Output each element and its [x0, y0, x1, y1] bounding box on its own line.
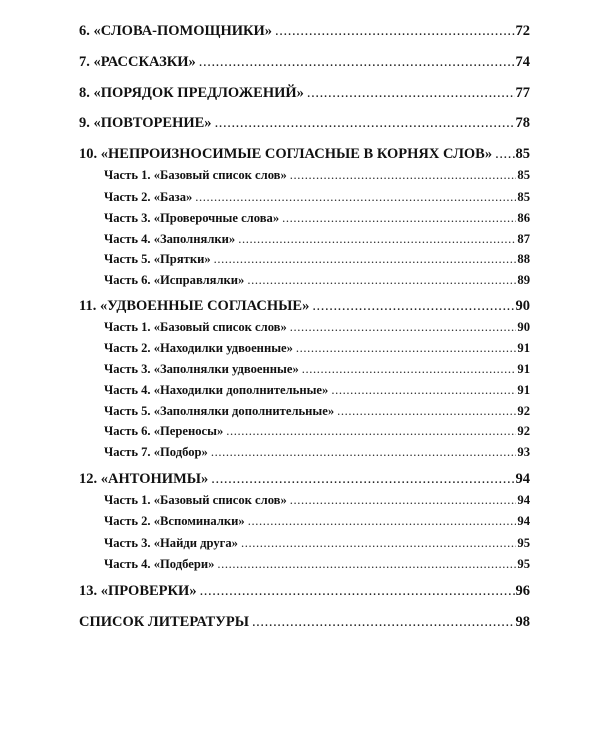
toc-part: [104, 446, 530, 459]
toc-page-number: 77: [515, 85, 530, 101]
toc-chapter-title: 10. «НЕПРОИЗНОСИМЫЕ СОГЛАСНЫЕ В КОРНЯХ СЛОВ»: [79, 146, 493, 162]
dot-leader: [247, 274, 516, 287]
toc-part-title: Часть 2. «База»: [104, 190, 193, 204]
toc-page-number: 78: [515, 115, 530, 131]
toc-part-title: Часть 4. «Заполнялки»: [104, 232, 236, 246]
toc-part: [104, 253, 530, 266]
toc-page-number: 90: [517, 320, 530, 334]
toc-part-title: Часть 6. «Исправлялки»: [104, 273, 245, 287]
toc-page-number: 95: [517, 536, 530, 550]
dot-leader: [211, 446, 517, 459]
toc-chapter: [79, 86, 530, 101]
toc-part: [104, 274, 530, 287]
toc-chapter: [79, 116, 530, 131]
toc-part: [104, 169, 530, 182]
toc-chapter-title: 8. «ПОРЯДОК ПРЕДЛОЖЕНИЙ»: [79, 85, 304, 101]
dot-leader: [331, 384, 516, 397]
dot-leader: [337, 405, 516, 418]
toc-page-number: 91: [517, 362, 530, 376]
toc-page-number: 94: [517, 514, 530, 528]
toc-page-number: 85: [517, 168, 530, 182]
dot-leader: [241, 537, 516, 550]
toc-chapter: [79, 472, 530, 487]
toc-part: [104, 191, 530, 204]
toc-part: [104, 425, 530, 438]
toc-part-title: Часть 7. «Подбор»: [104, 445, 208, 459]
toc-part: [104, 494, 530, 507]
toc-part-title: Часть 3. «Заполнялки удвоенные»: [104, 362, 299, 376]
toc-page-number: 92: [517, 404, 530, 418]
dot-leader: [217, 558, 516, 571]
toc-page-number: 96: [515, 583, 530, 599]
toc-chapter-title: 7. «РАССКАЗКИ»: [79, 54, 196, 70]
dot-leader: [302, 363, 517, 376]
toc-part-title: Часть 3. «Найди друга»: [104, 536, 238, 550]
dot-leader: [215, 116, 515, 131]
toc-part: [104, 363, 530, 376]
toc-part: [104, 558, 530, 571]
toc-part: [104, 537, 530, 550]
dot-leader: [238, 233, 516, 246]
toc-part: [104, 405, 530, 418]
toc-page-number: 85: [515, 146, 530, 162]
toc-part-title: Часть 1. «Базовый список слов»: [104, 493, 287, 507]
dot-leader: [252, 615, 515, 630]
toc-chapter: [79, 615, 530, 630]
toc-part: [104, 342, 530, 355]
toc-chapter: [79, 147, 530, 162]
toc-chapter: [79, 55, 530, 70]
toc-page-number: 89: [517, 273, 530, 287]
toc-page-number: 93: [517, 445, 530, 459]
toc-page-number: 87: [517, 232, 530, 246]
toc-part-title: Часть 1. «Базовый список слов»: [104, 168, 287, 182]
dot-leader: [296, 342, 516, 355]
toc-page-number: 98: [515, 614, 530, 630]
toc-chapter-title: СПИСОК ЛИТЕРАТУРЫ: [79, 614, 249, 630]
dot-leader: [307, 86, 515, 101]
dot-leader: [214, 253, 517, 266]
toc-page-number: 85: [517, 190, 530, 204]
toc-chapter: [79, 24, 530, 39]
dot-leader: [195, 191, 516, 204]
dot-leader: [290, 169, 517, 182]
toc-page-number: 92: [517, 424, 530, 438]
toc-part-title: Часть 5. «Прятки»: [104, 252, 211, 266]
toc-part: [104, 321, 530, 334]
dot-leader: [211, 472, 514, 487]
toc-page-number: 72: [515, 23, 530, 39]
toc-page-number: 88: [517, 252, 530, 266]
toc-chapter-title: 6. «СЛОВА-ПОМОЩНИКИ»: [79, 23, 273, 39]
toc-part: [104, 384, 530, 397]
toc-chapter-title: 13. «ПРОВЕРКИ»: [79, 583, 197, 599]
dot-leader: [290, 494, 517, 507]
toc-page-number: 86: [517, 211, 530, 225]
dot-leader: [282, 212, 516, 225]
toc-part-title: Часть 5. «Заполнялки дополнительные»: [104, 404, 335, 418]
toc-part: [104, 212, 530, 225]
toc-part: [104, 515, 530, 528]
dot-leader: [312, 299, 514, 314]
toc-part: [104, 233, 530, 246]
toc-part-title: Часть 6. «Переносы»: [104, 424, 224, 438]
toc-page-number: 91: [517, 383, 530, 397]
dot-leader: [248, 515, 517, 528]
toc-page-number: 74: [515, 54, 530, 70]
dot-leader: [226, 425, 516, 438]
toc-page-number: 95: [517, 557, 530, 571]
toc-chapter: [79, 584, 530, 599]
dot-leader: [275, 24, 514, 39]
toc-page-number: 94: [515, 471, 530, 487]
dot-leader: [200, 584, 515, 599]
toc-part-title: Часть 1. «Базовый список слов»: [104, 320, 287, 334]
dot-leader: [290, 321, 517, 334]
toc-part-title: Часть 4. «Подбери»: [104, 557, 215, 571]
toc-part-title: Часть 3. «Проверочные слова»: [104, 211, 280, 225]
toc-part-title: Часть 2. «Вспоминалки»: [104, 514, 245, 528]
toc-chapter-title: 11. «УДВОЕННЫЕ СОГЛАСНЫЕ»: [79, 298, 310, 314]
dot-leader: [495, 147, 514, 162]
dot-leader: [199, 55, 515, 70]
toc-chapter: [79, 299, 530, 314]
toc-part-title: Часть 4. «Находилки дополнительные»: [104, 383, 329, 397]
toc-page-number: 90: [515, 298, 530, 314]
toc-chapter-title: 9. «ПОВТОРЕНИЕ»: [79, 115, 212, 131]
toc-page-number: 94: [517, 493, 530, 507]
toc-part-title: Часть 2. «Находилки удвоенные»: [104, 341, 293, 355]
toc-chapter-title: 12. «АНТОНИМЫ»: [79, 471, 209, 487]
toc-page-number: 91: [517, 341, 530, 355]
